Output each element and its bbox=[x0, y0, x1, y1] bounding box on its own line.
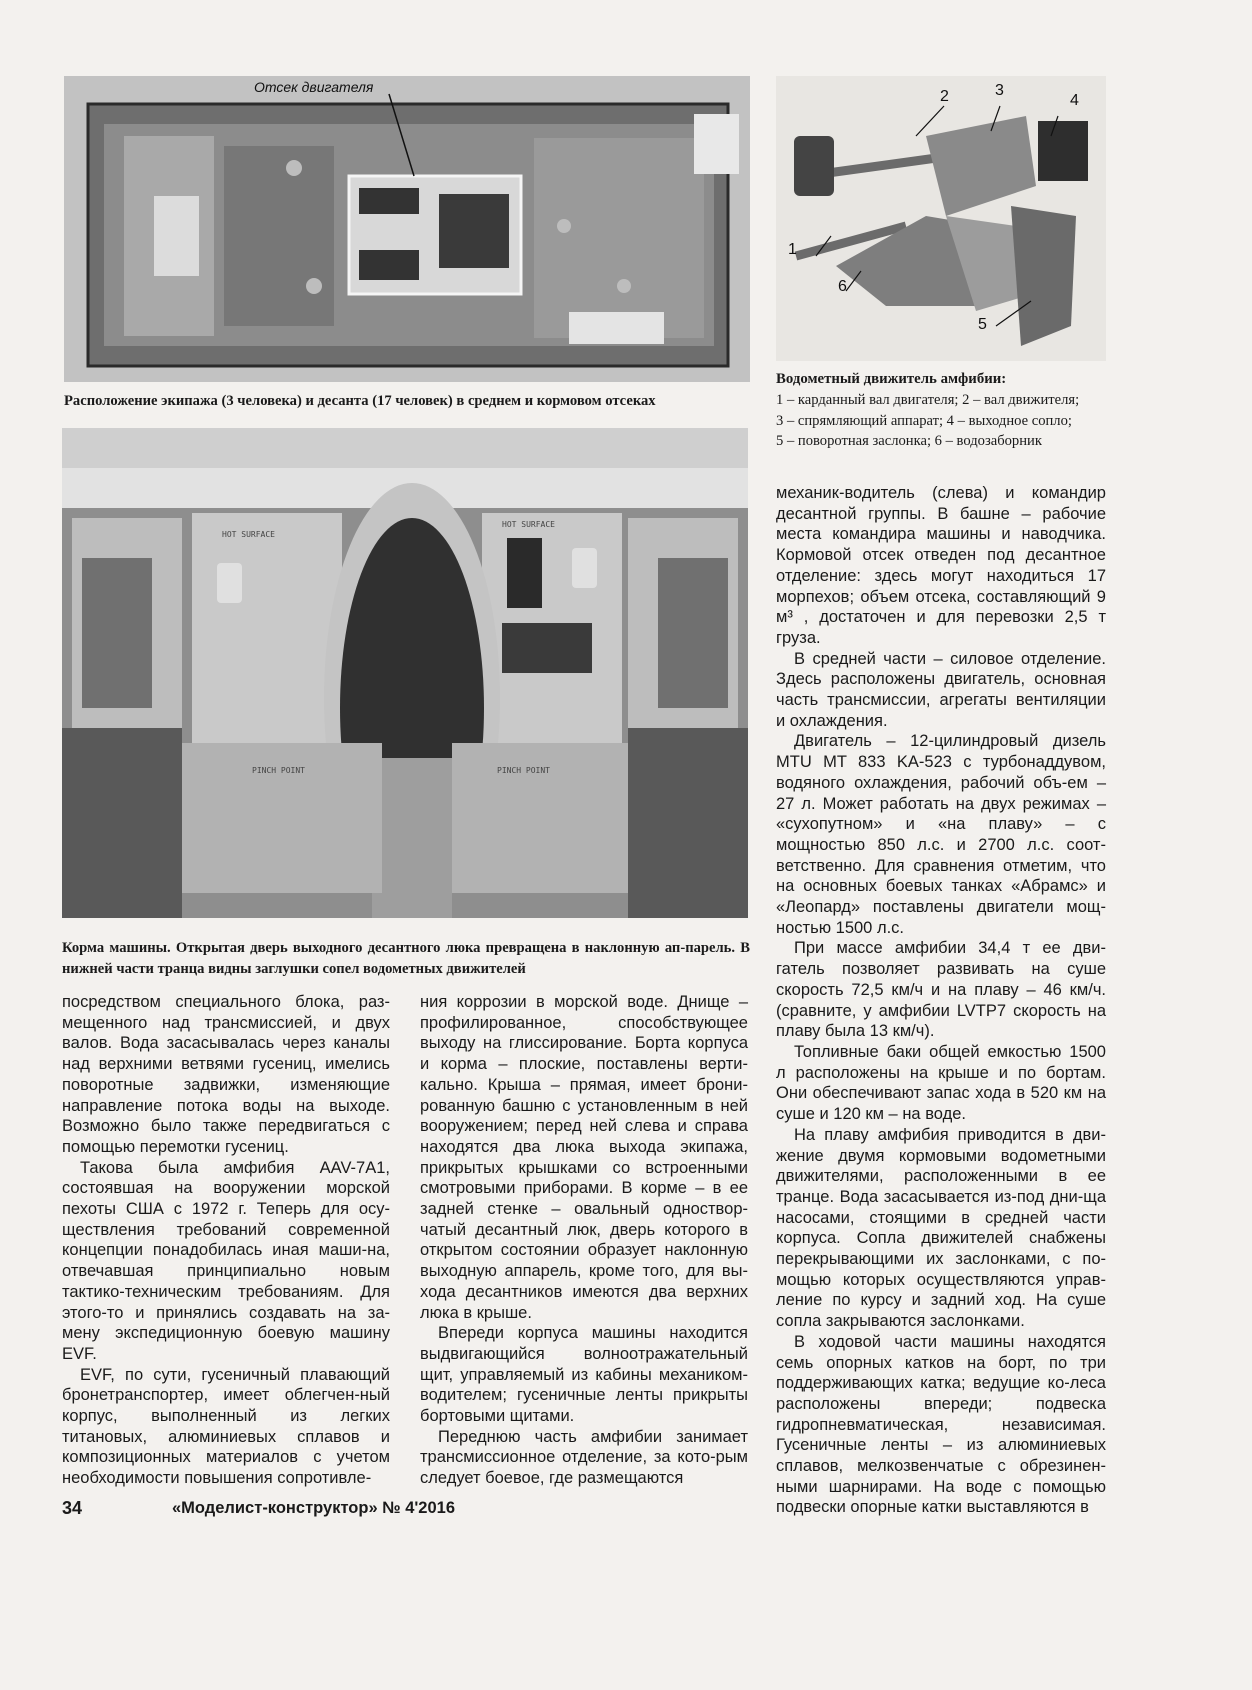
water-jet-legend bbox=[776, 369, 1116, 452]
hull-layout-figure bbox=[64, 76, 750, 382]
legend-line: 1 – карданный вал двигателя; 2 – вал движителя; bbox=[776, 392, 1080, 408]
paragraph: EVF, по сути, гусеничный плавающий бронетранспортер, имеет облегчен-ный корпус, выполненный из легких титановых, алюминиевых сплавов и композиционных материалов с учетом необходимости повышения сопротивле- bbox=[62, 1365, 390, 1488]
water-jet-figure bbox=[776, 76, 1106, 361]
stencil-hot-surface-right: HOT SURFACE bbox=[502, 520, 555, 529]
paragraph: посредством специального блока, раз-мещенного над трансмиссией, и двух валов. Вода засасывалась через каналы над верхними ветвями гусениц, имелись поворотные задвижки, изменяющие направление потока воды на выходе. Возможно было также передвигаться с помощью перемотки гусениц. bbox=[62, 993, 390, 1156]
paragraph: На плаву амфибия приводится в дви-жение двумя кормовыми водометными движителями, расположенными в ее транце. Вода засасывается из-под дни-ща насосами, стоящими в средней части корпуса. Сопла движителей снабжены перекрывающими их заслонками, с по-мощью которых осуществляются управ-ление по курсу и задний ход. На суше сопла закрываются заслонками. bbox=[776, 1125, 1106, 1331]
paragraph: В ходовой части машины находятся семь опорных катков на борт, по три поддерживающих катка; ведущие ко-леса расположены впереди; подвеска гидропневматическая, независимая. Гусеничные ленты – из алюминиевых сплавов, мелкозвенчатые с обрезинен-ными шарнирами. На воде с помощью подвески опорные катки выставляются в bbox=[776, 1332, 1106, 1517]
legend-title: Водометный движитель амфибии: bbox=[776, 371, 1007, 387]
paragraph: Двигатель – 12-цилиндровый дизель MTU MT 833 KA-523 с турбонаддувом, водяного охлаждения, рабочий объ-ем – 27 л. Может работать на двух режимах – «сухопутном» и «на плаву» – с мощностью 850 л.с. и 2700 л.с. соот-ветственно. Для сравнения отметим, что на основных боевых танках «Абрамс» и «Леопард» поставлены двигатели мощ-ностью 1500 л.с. bbox=[776, 732, 1106, 937]
rear-hatch-photo bbox=[62, 428, 748, 918]
magazine-title: «Моделист-конструктор» № 4'2016 bbox=[172, 1499, 456, 1517]
paragraph: Переднюю часть амфибии занимает трансмиссионное отделение, за кото-рым следует боевое, где размещаются bbox=[420, 1427, 748, 1488]
paragraph: В средней части – силовое отделение. Здесь расположены двигатель, основная часть трансмиссии, агрегаты вентиляции и охлаждения. bbox=[776, 649, 1106, 730]
engine-compartment-label: Отсек двигателя bbox=[254, 79, 374, 95]
page-number: 34 bbox=[62, 1498, 83, 1518]
callout-1: 1 bbox=[788, 241, 797, 258]
hull-layout-caption: Расположение экипажа (3 человека) и десанта (17 человек) в среднем и кормовом отсеках bbox=[64, 393, 656, 409]
stencil-pinch-point-right: PINCH POINT bbox=[497, 766, 550, 775]
callout-3: 3 bbox=[995, 82, 1004, 99]
callout-4: 4 bbox=[1070, 92, 1079, 109]
paragraph: Такова была амфибия AAV-7A1, состоявшая на вооружении морской пехоты США с 1972 г. Теперь для осу-ществления требований современной концепции понадобилась иная маши-на, отвечавшая принципиально новым тактико-техническим требованиям. Для этого-то и принялись создавать на за-мену экспедиционную боевую машину EVF. bbox=[62, 1158, 390, 1363]
callout-5: 5 bbox=[978, 316, 987, 333]
legend-line: 5 – поворотная заслонка; 6 – водозаборник bbox=[776, 433, 1042, 449]
paragraph: механик-водитель (слева) и командир десантной группы. В башне – рабочие места командира машины и наводчика. Кормовой отсек отведен под десантное отделение: здесь могут находиться 17 морпехов; объем отсека, составляющий 9 м³ , достаточен и для перевозки 2,5 т груза. bbox=[776, 484, 1106, 647]
paragraph: При массе амфибии 34,4 т ее дви-гатель позволяет развивать на суше скорость 72,5 км/ч и на плаву – 46 км/ч. (сравните, у амфибии LVTP7 скорость на плаву была 13 км/ч). bbox=[776, 939, 1106, 1041]
paragraph: Впереди корпуса машины находится выдвигающийся волноотражательный щит, управляемый из кабины механиком-водителем; гусеничные ленты прикрыты бортовыми щитами. bbox=[420, 1324, 748, 1426]
right-column bbox=[776, 483, 1106, 1518]
left-column bbox=[62, 992, 390, 1489]
legend-line: 3 – спрямляющий аппарат; 4 – выходное сопло; bbox=[776, 412, 1072, 429]
callout-6: 6 bbox=[838, 278, 847, 295]
stencil-hot-surface-left: HOT SURFACE bbox=[222, 530, 275, 539]
rear-hatch-caption: Корма машины. Открытая дверь выходного десантного люка превращена в наклонную ап-парель. В нижней части транца видны заглушки сопел водометных движителей bbox=[62, 940, 750, 977]
middle-column bbox=[420, 992, 748, 1489]
callout-2: 2 bbox=[940, 88, 949, 105]
paragraph: Топливные баки общей емкостью 1500 л расположены на крыше и по бортам. Они обеспечивают запас хода в 520 км на суше и 120 км – на воде. bbox=[776, 1042, 1106, 1124]
stencil-pinch-point-left: PINCH POINT bbox=[252, 766, 305, 775]
paragraph: ния коррозии в морской воде. Днище – профилированное, способствующее выходу на глиссирование. Борта корпуса и корма – плоские, поставлены верти-кально. Крыша – прямая, имеет брони-рованную башню с установленным в ней вооружением; перед ней слева и справа находятся два люка выхода экипажа, прикрытых крышками со встроенными смотровыми приборами. В корме – в ее задней стенке – овальный одноствор-чатый десантный люк, дверь которого в открытом состоянии образует наклонную выходную аппарель, кроме того, для вы-хода десантников имеются два верхних люка в крыше. bbox=[420, 993, 748, 1322]
